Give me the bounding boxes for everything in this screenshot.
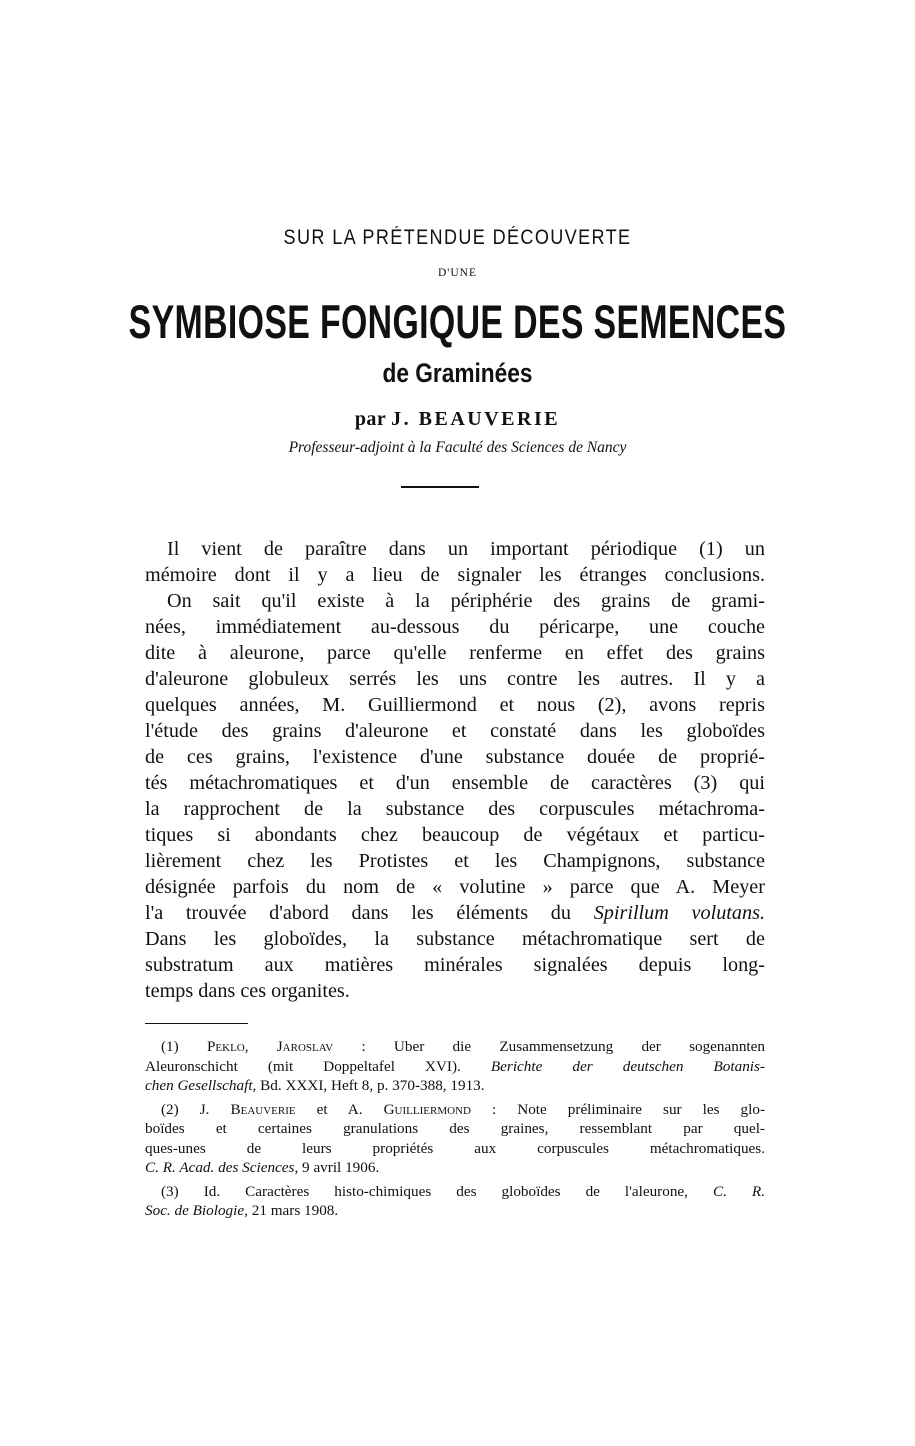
title-line-1: SUR LA PRÉTENDUE DÉCOUVERTE (283, 226, 632, 249)
footnote-3-line (145, 1201, 765, 1221)
footnote-journal: Soc. de Biologie, (145, 1202, 248, 1219)
body-line: dite à aleurone, parce qu'elle renferme en effet des grains (145, 642, 765, 664)
footnotes (145, 1037, 765, 1221)
body-line: l'étude des grains d'aleurone et constaté dans les globoïdes (145, 720, 765, 742)
footnote-marker: (1) (161, 1038, 207, 1055)
footnote-journal: chen Gesellschaft, (145, 1077, 257, 1094)
body-line: substratum aux matières minérales signalées depuis long- (145, 954, 765, 976)
footnote-journal: C. R. Acad. des Sciences, (145, 1159, 299, 1176)
footnote-3-line (145, 1182, 765, 1202)
title-line-2: D'UNE (437, 267, 477, 279)
main-title: SYMBIOSE FONGIQUE DES SEMENCES (128, 295, 787, 348)
footnote-text: Bd. XXXI, Heft 8, p. 370-388, 1913. (256, 1077, 485, 1094)
footnote-divider (145, 1023, 248, 1024)
body-line: quelques années, M. Guilliermond et nous (2), avons repris (145, 694, 765, 716)
body-line: de ces grains, l'existence d'une substance douée de proprié- (145, 746, 765, 768)
body-line: tés métachromatiques et d'un ensemble de caractères (3) qui (145, 772, 765, 794)
author-line (0, 408, 915, 431)
footnote-1-line (145, 1076, 765, 1096)
body-line: la rapprochent de la substance des corpuscules métachroma- (145, 798, 765, 820)
footnote-marker: (2) J. (161, 1100, 231, 1118)
body-line: Il vient de paraître dans un important périodique (1) un (167, 538, 765, 560)
footnote-text: : Uber die Zusammensetzung der sogenannten (333, 1038, 765, 1055)
title-divider (401, 486, 479, 488)
footnote-text: : Note préliminaire sur les glo- (470, 1100, 765, 1118)
footnote-journal: Berichte der deutschen Botanis- (490, 1057, 765, 1075)
footnote-2-line (145, 1100, 765, 1120)
footnote-1-line (145, 1057, 765, 1077)
footnote-text: 9 avril 1906. (298, 1159, 380, 1176)
body-line: nées, immédiatement au-dessous du péricarpe, une couche (145, 616, 765, 638)
footnote-text: 21 mars 1908. (247, 1202, 339, 1219)
body-line: tiques si abondants chez beaucoup de végétaux et particu- (145, 824, 765, 846)
footnote-text: (3) Id. Caractères histo-chimiques des globoïdes de l'aleurone, (161, 1182, 713, 1200)
body-line: lièrement chez les Protistes et les Champignons, substance (145, 850, 765, 872)
footnote-2-line: boïdes et certaines granulations des graines, ressemblant par quel- (145, 1120, 765, 1137)
body-line (145, 900, 765, 926)
body-line: Dans les globoïdes, la substance métachromatique sert de (145, 928, 765, 950)
footnote-author: Peklo, Jaroslav (206, 1038, 334, 1055)
footnote-text: et A. (295, 1100, 384, 1118)
footnote-2-line: ques-unes de leurs propriétés aux corpuscules métachromatiques. (145, 1139, 765, 1157)
body-line: On sait qu'il existe à la périphérie des grains de grami- (167, 590, 765, 612)
footnote-text: Aleuronschicht (mit Doppeltafel XVI). (145, 1057, 491, 1075)
footnote-journal: C. R. (712, 1182, 765, 1200)
footnote-author: Beauverie (230, 1100, 296, 1118)
footnote-author: Guilliermond (383, 1100, 471, 1118)
footnote-2-line (145, 1158, 765, 1178)
author-name: J. BEAUVERIE (391, 408, 561, 430)
body-line: d'aleurone globuleux serrés les uns contre les autres. Il y a (145, 668, 765, 690)
body-line-text: l'a trouvée d'abord dans les éléments du (145, 902, 594, 924)
body-paragraphs (145, 536, 765, 1004)
footnote-1-line (145, 1037, 765, 1057)
species-name: Spirillum volutans. (593, 902, 765, 924)
body-line: temps dans ces organites. (145, 980, 350, 1002)
author-prefix: par (354, 408, 386, 430)
body-line: mémoire dont il y a lieu de signaler les étranges conclusions. (145, 564, 765, 586)
subtitle: de Graminées (382, 358, 533, 388)
author-affiliation: Professeur-adjoint à la Faculté des Sciences de Nancy (288, 439, 627, 456)
body-line: désignée parfois du nom de « volutine » parce que A. Meyer (145, 876, 765, 898)
